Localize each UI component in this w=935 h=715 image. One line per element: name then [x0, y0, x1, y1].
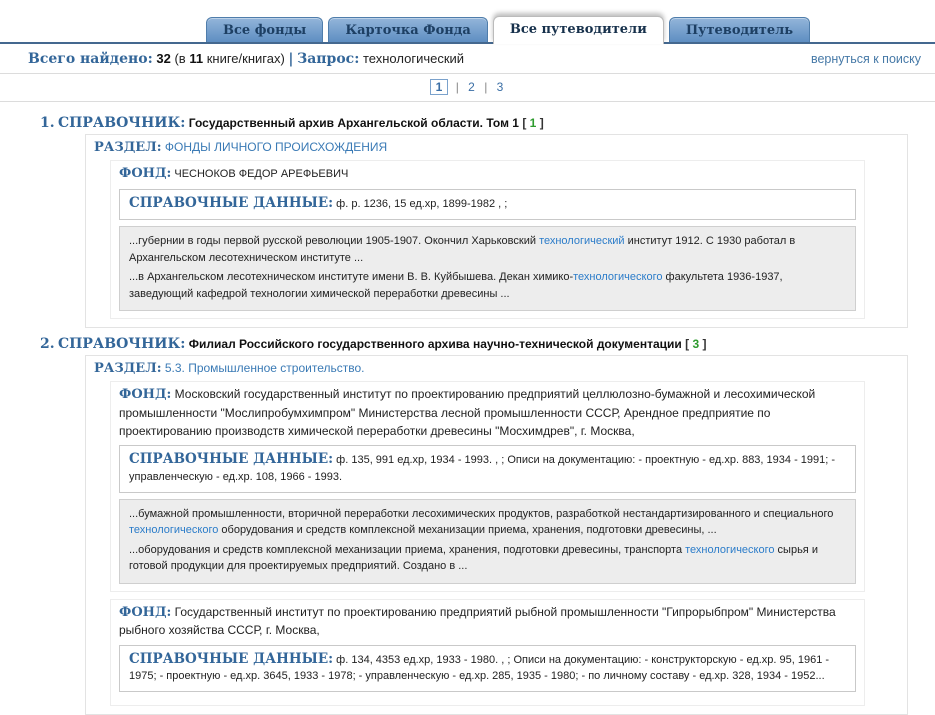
results-summary-bar — [0, 44, 935, 74]
bracket-open: [ — [522, 116, 527, 130]
bracket-close: ] — [539, 116, 544, 130]
highlighted-term: технологического — [573, 271, 663, 284]
page-link-2[interactable]: 2 — [468, 80, 475, 94]
snippet-text: институт 1912. С 1930 работал в Архангельском лесотехническом институте ... — [129, 235, 796, 264]
result-item-2 — [40, 336, 935, 715]
tab-fund-card[interactable] — [328, 17, 488, 42]
pagination — [0, 74, 935, 102]
reference-data-box — [119, 189, 856, 221]
spravochnik-label: СПРАВОЧНИК: — [57, 115, 186, 131]
fond-label: ФОНД: — [119, 604, 172, 620]
reference-data-value: ф. 135, 991 ед.хр, 1934 - 1993. , ; Описи на документацию: - проектную - ед.хр. 883, 1934 - 1991; - управленческую - ед.хр. 108, 1966 - 1993. — [129, 454, 836, 483]
query-value: технологический — [363, 51, 465, 66]
razdel-label: РАЗДЕЛ: — [94, 361, 162, 377]
snippet-text: ...в Архангельском лесотехническом институте имени В. В. Куйбышева. Декан химико- — [129, 271, 574, 284]
divider: | — [288, 51, 294, 67]
books-suffix: книге/книгах) — [206, 51, 285, 66]
tab-all-funds[interactable] — [206, 17, 323, 42]
snippet-box — [119, 226, 856, 311]
tab-guide[interactable] — [669, 17, 810, 42]
item-title — [40, 336, 935, 352]
fond-line — [119, 604, 856, 640]
books-count: 11 — [189, 51, 204, 66]
result-item-1 — [40, 115, 935, 328]
highlighted-term: технологического — [685, 543, 775, 556]
reference-data-label: СПРАВОЧНЫЕ ДАННЫЕ: — [129, 650, 334, 667]
item-title — [40, 115, 935, 131]
found-count: 32 — [156, 51, 171, 66]
page-separator: | — [484, 80, 488, 94]
razdel-line — [86, 358, 907, 380]
snippet — [129, 542, 846, 575]
snippet-box — [119, 499, 856, 584]
results-list — [0, 102, 935, 715]
snippet — [129, 269, 846, 302]
tabs-bar — [0, 0, 935, 44]
reference-data-label: СПРАВОЧНЫЕ ДАННЫЕ: — [129, 194, 334, 211]
reference-data-value: ф. р. 1236, 15 ед.хр, 1899-1982 , ; — [336, 197, 508, 210]
bracket-close: ] — [702, 337, 707, 352]
fond-label: ФОНД: — [119, 387, 172, 403]
fond-block — [110, 160, 865, 319]
fond-name: Московский государственный институт по проектированию предприятий целлюлозно-бумажной и лесохимической промышленности "Мослипробумхимпром" Министерства лесной промышленности СССР, Арендное предприятие по проектированию производств химической переработки древесины "Мосхимдрев", г. Москва, — [119, 387, 816, 438]
tab-label: Все путеводители — [509, 22, 647, 37]
spravochnik-name: Филиал Российского государственного архива научно-технической документации — [188, 337, 682, 352]
reference-data-label: СПРАВОЧНЫЕ ДАННЫЕ: — [129, 451, 334, 468]
section-block — [85, 134, 908, 328]
razdel-line — [86, 137, 907, 159]
page-current: 1 — [430, 79, 449, 95]
fond-name: ЧЕСНОКОВ ФЕДОР АРЕФЬЕВИЧ — [174, 168, 349, 180]
snippet-text: факультета 1936-1937, заведующий кафедрой технологии химической переработки древесины ... — [129, 271, 783, 300]
tab-all-guides[interactable] — [493, 16, 664, 44]
back-to-search-link[interactable]: вернуться к поиску — [810, 52, 921, 66]
tab-label: Все фонды — [223, 23, 307, 38]
snippet — [129, 233, 846, 266]
results-summary — [28, 51, 464, 67]
razdel-label: РАЗДЕЛ: — [94, 140, 162, 155]
snippet-text: ...губернии в годы первой русской революции 1905-1907. Окончил Харьковский — [129, 235, 540, 248]
section-block — [85, 355, 908, 715]
reference-data-value: ф. 134, 4353 ед.хр, 1933 - 1980. , ; Описи на документацию: - конструкторскую - ед.хр. 95, 1961 - 1975; - проектную - ед.хр. 3645, 1933 - 1978; - управленческую - ед.хр. 285, 1935 - 1980; - по личному составу - ед.хр. 328, 1934 - 1952... — [129, 653, 830, 683]
item-number: 2. — [40, 336, 55, 353]
fond-block — [110, 381, 865, 591]
snippet-text: ...оборудования и средств комплексной механизации приема, хранения, подготовки древесины, транспорта — [129, 543, 686, 556]
tab-label: Карточка Фонда — [345, 23, 471, 38]
reference-data-box — [119, 445, 856, 493]
item-number: 1. — [40, 115, 55, 131]
page-separator: | — [455, 80, 459, 94]
fond-line — [119, 165, 856, 184]
page-link-3[interactable]: 3 — [496, 80, 504, 94]
tab-label: Путеводитель — [685, 23, 794, 38]
fond-name: Государственный институт по проектированию предприятий рыбной промышленности "Гипрорыбпром" Министерства рыбного хозяйства СССР, г. Москва, — [119, 604, 836, 638]
spravochnik-name: Государственный архив Архангельской области. Том 1 — [188, 116, 519, 130]
snippet-text: ...бумажной промышленности, вторичной переработки лесохимических продуктов, разработкой нестандартизированного и специального — [129, 507, 834, 520]
in-prefix: (в — [174, 51, 186, 66]
spravochnik-label: СПРАВОЧНИК: — [57, 336, 186, 353]
bracket-open: [ — [685, 337, 690, 352]
razdel-link[interactable]: ФОНДЫ ЛИЧНОГО ПРОИСХОЖДЕНИЯ — [164, 140, 388, 154]
snippet — [129, 506, 846, 539]
found-label: Всего найдено: — [28, 51, 153, 67]
fond-label: ФОНД: — [119, 166, 172, 181]
reference-data-box — [119, 645, 856, 693]
match-count: 3 — [692, 337, 700, 352]
highlighted-term: технологического — [129, 524, 219, 537]
match-count: 1 — [529, 116, 537, 130]
snippet-text: сырья и готовой продукции для проектируемых предприятий. Создано в ... — [129, 543, 818, 573]
fond-block — [110, 599, 865, 707]
fond-line — [119, 386, 856, 440]
query-label: Запрос: — [297, 51, 360, 67]
razdel-link[interactable]: 5.3. Промышленное строительство. — [164, 361, 365, 376]
highlighted-term: технологический — [539, 235, 625, 248]
snippet-text: оборудования и средств комплексной механизации приема, хранения, подготовки древесины, ... — [218, 524, 717, 537]
